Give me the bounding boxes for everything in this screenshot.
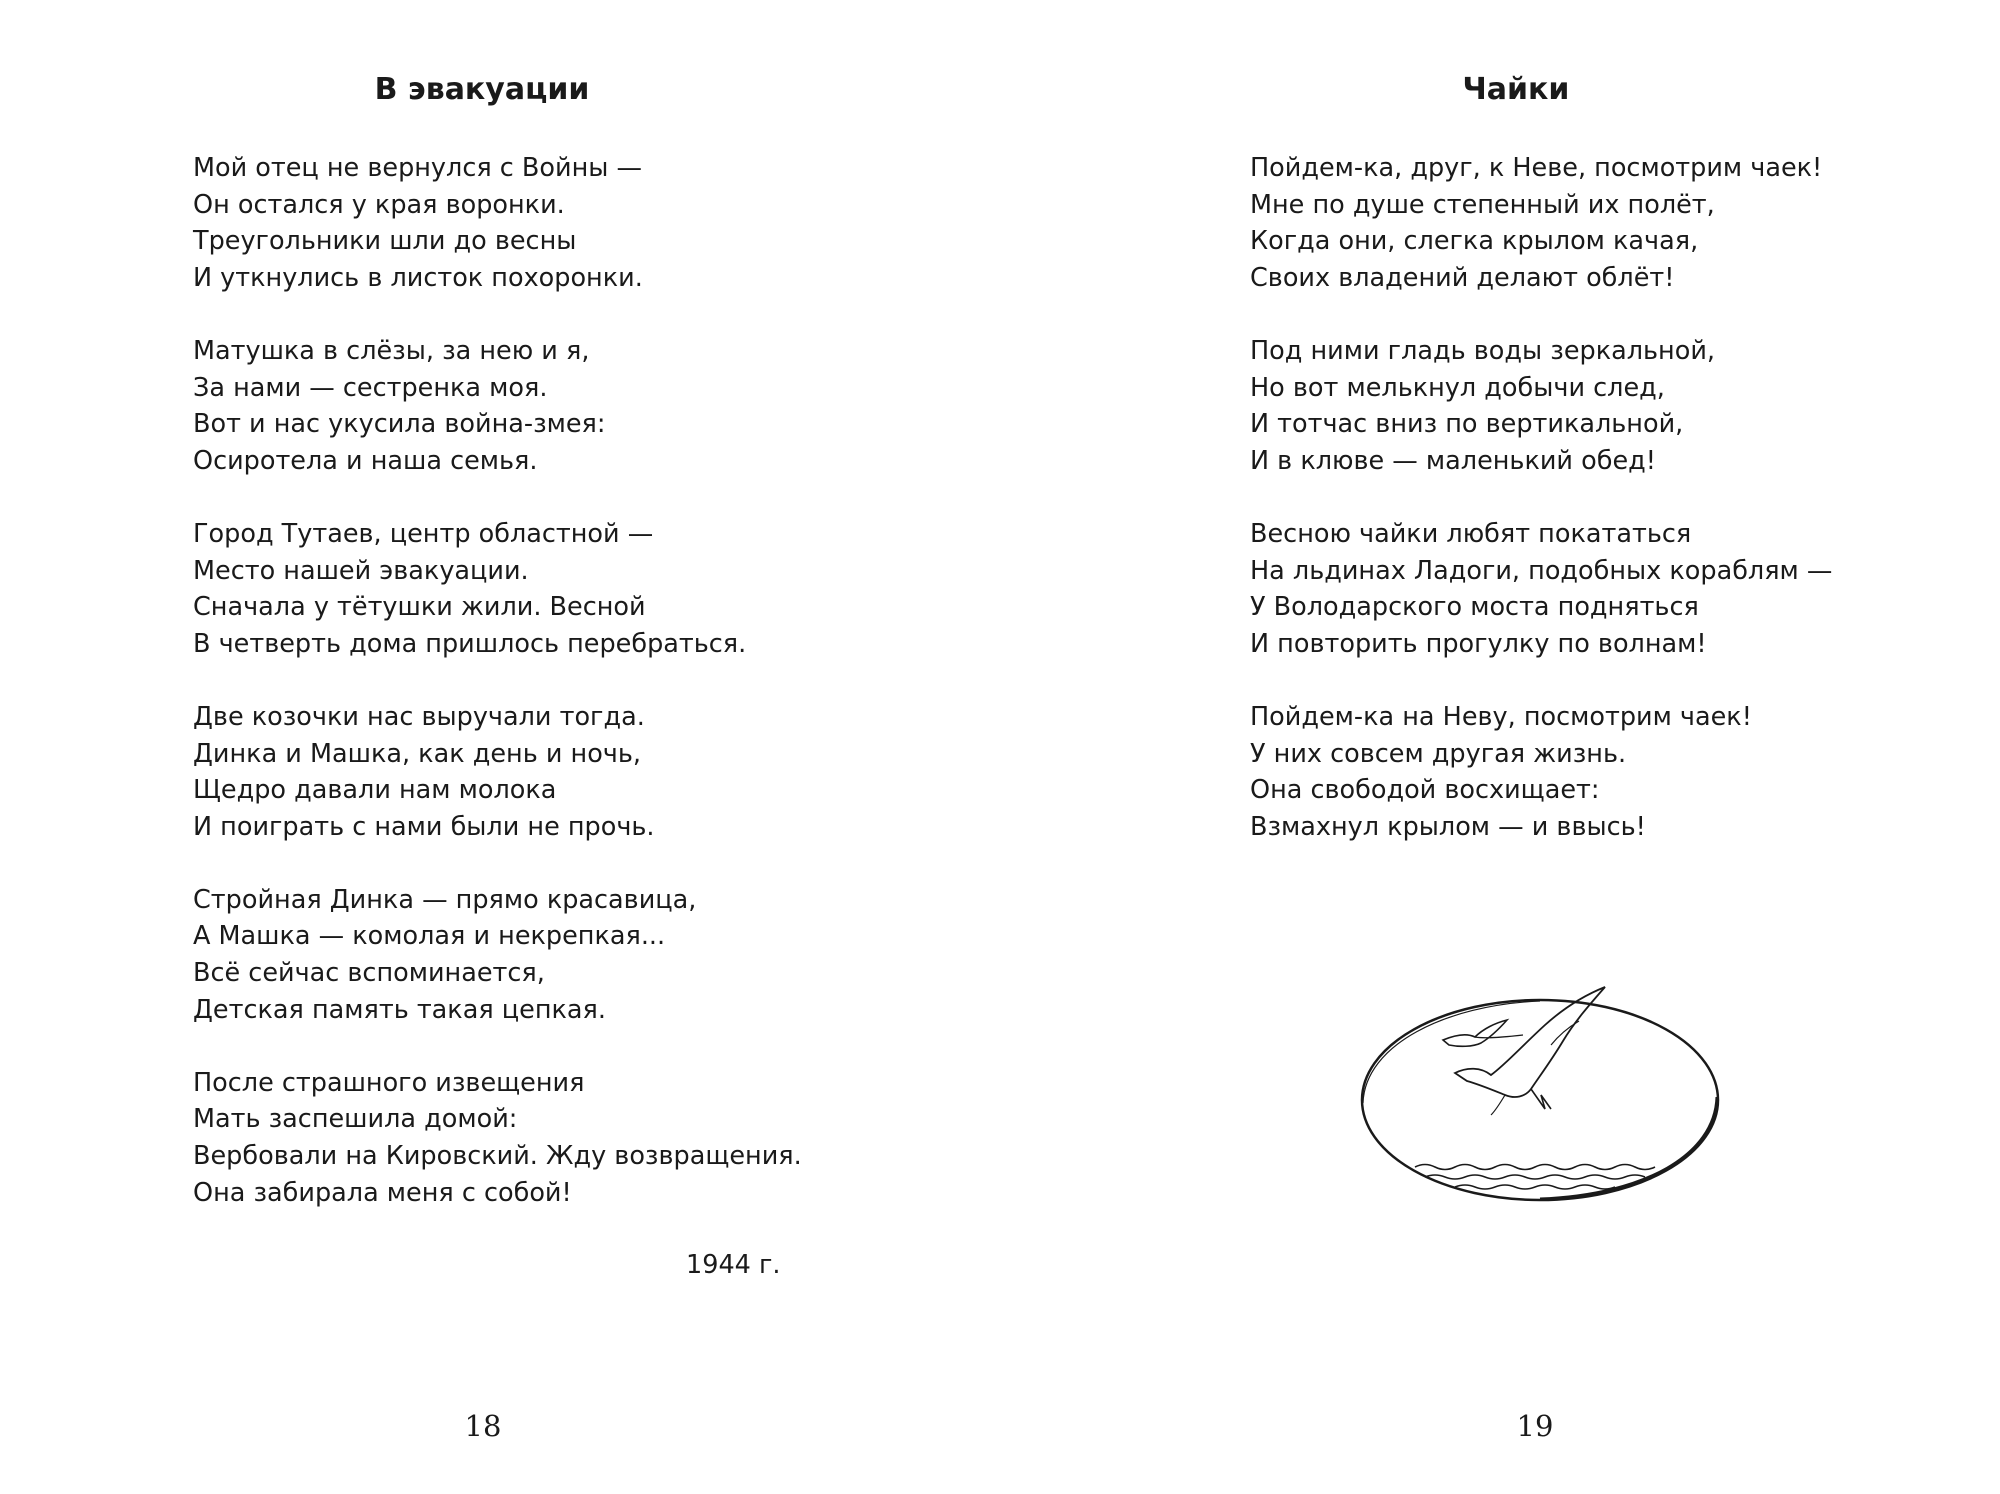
poem-line: Вот и нас укусила война-змея: (193, 409, 606, 440)
stanza (193, 882, 802, 1028)
poem-line: В четверть дома пришлось перебраться. (193, 628, 747, 659)
poem-line: На льдинах Ладоги, подобных кораблям — (1250, 555, 1833, 586)
poem-title-right: Чайки (1462, 72, 1570, 107)
poem-line: Стройная Динка — прямо красавица, (193, 884, 697, 915)
poem-line: Взмахнул крылом — и ввысь! (1250, 811, 1646, 842)
poem-line: Она свободой восхищает: (1250, 775, 1600, 806)
page-number-right: 19 (1516, 1409, 1554, 1443)
stanza (1250, 699, 1832, 845)
poem-line: И повторить прогулку по волнам! (1250, 628, 1707, 659)
poem-line: Когда они, слегка крылом качая, (1250, 226, 1699, 257)
poem-line: Матушка в слёзы, за нею и я, (193, 335, 590, 366)
poem-line: Треугольники шли до весны (193, 226, 577, 257)
stanza (193, 516, 802, 662)
page-number-left: 18 (464, 1409, 502, 1443)
poem-line: Пойдем-ка, друг, к Неве, посмотрим чаек! (1250, 153, 1823, 183)
poem-line: И тотчас вниз по вертикальной, (1250, 409, 1684, 440)
poem-title-left: В эвакуации (374, 72, 590, 107)
poem-line: Мой отец не вернулся с Войны — (193, 153, 642, 183)
poem-line: Но вот мелькнул добычи след, (1250, 372, 1665, 403)
poem-line: А Машка — комолая и некрепкая... (193, 921, 666, 952)
poem-line: Две козочки нас выручали тогда. (193, 701, 645, 732)
poem-line: И поиграть с нами были не прочь. (193, 811, 655, 842)
poem-line: И уткнулись в листок похоронки. (193, 262, 643, 293)
poem-line: После страшного извещения (193, 1067, 585, 1098)
poem-line: Осиротела и наша семья. (193, 445, 538, 476)
poem-line: Мать заспешила домой: (193, 1104, 518, 1135)
poem-line: Вербовали на Кировский. Жду возвращения. (193, 1141, 802, 1172)
stanza (1250, 516, 1832, 662)
poem-line: Он остался у края воронки. (193, 189, 565, 220)
poem-line: У них совсем другая жизнь. (1250, 738, 1627, 769)
poem-line: Она забирала меня с собой! (193, 1177, 572, 1208)
stanza (193, 333, 802, 479)
right-page (1000, 0, 2000, 1494)
poem-body-right (1250, 150, 1832, 882)
stanza (193, 699, 802, 845)
stanza (193, 1065, 802, 1211)
poem-line: Пойдем-ка на Неву, посмотрим чаек! (1250, 701, 1752, 732)
poem-line: Место нашей эвакуации. (193, 555, 529, 586)
stanza (193, 150, 802, 296)
poem-body-left (193, 150, 802, 1248)
poem-line: У Володарского моста подняться (1250, 592, 1699, 623)
poem-line: И в клюве — маленький обед! (1250, 445, 1656, 476)
poem-line: Динка и Машка, как день и ночь, (193, 738, 641, 769)
poem-line: Весною чайки любят покататься (1250, 518, 1692, 549)
poem-line: Детская память такая цепкая. (193, 994, 606, 1025)
poem-line: Сначала у тётушки жили. Весной (193, 592, 646, 623)
poem-line: Под ними гладь воды зеркальной, (1250, 335, 1716, 366)
stanza (1250, 150, 1832, 296)
seagulls-over-water-icon (1355, 985, 1725, 1215)
poem-line: Всё сейчас вспоминается, (193, 958, 545, 989)
poem-line: За нами — сестренка моя. (193, 372, 548, 403)
poem-line: Город Тутаев, центр областной — (193, 518, 654, 549)
poem-line: Мне по душе степенный их полёт, (1250, 189, 1715, 220)
poem-line: Своих владений делают облёт! (1250, 262, 1675, 293)
poem-date: 1944 г. (686, 1250, 781, 1280)
stanza (1250, 333, 1832, 479)
poem-line: Щедро давали нам молока (193, 775, 557, 806)
